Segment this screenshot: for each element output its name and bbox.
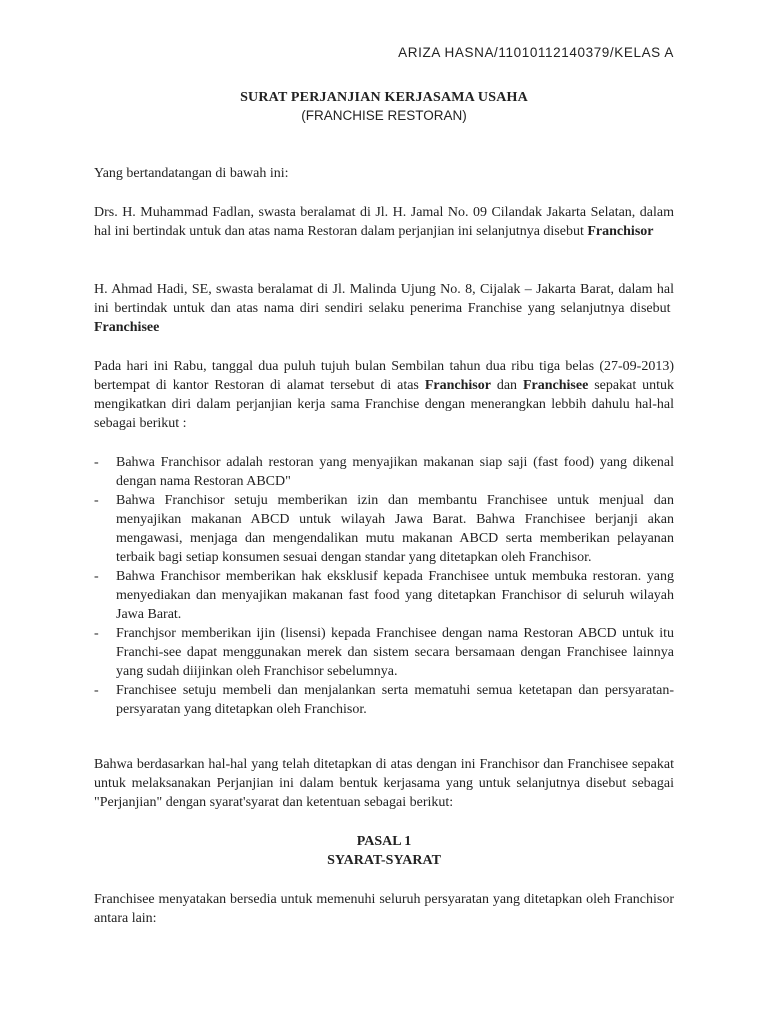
agreement-intro-part1: Pada hari ini Rabu, tanggal dua puluh tujuh bulan Sembilan tahun dua ribu tiga belas (27-09-2013) bertempat di kantor Restoran di alamat tersebut di atas: [94, 359, 674, 393]
intro-paragraph: [94, 164, 674, 183]
bullet-text: Franchjsor memberikan ijin (lisensi) kepada Franchisee dengan nama Restoran ABCD untuk itu Franchi-see dapat menggunakan merek dan sistem secara bersamaan dengan Franchisee lainnya yang sudah diijinkan oleh Franchisor sebelumnya.: [116, 626, 674, 679]
list-item: [94, 681, 674, 719]
party1-text: Drs. H. Muhammad Fadlan, swasta beralamat di Jl. H. Jamal No. 09 Cilandak Jakarta Selatan, dalam hal ini bertindak untuk dan atas nama Restoran dalam perjanjian ini selanjutnya disebut: [94, 205, 674, 239]
pasal-number: PASAL 1: [356, 834, 412, 849]
bullet-marker: -: [94, 455, 99, 470]
bullet-text: Bahwa Franchisor setuju memberikan izin dan membantu Franchisee untuk menjual dan menyajikan makanan ABCD untuk wilayah Jawa Barat. Bahwa Franchisee berjanji akan mengawasi, menjaga dan mengendalikan mutu makanan ABCD serta memberikan pelayanan terbaik bagi setiap konsumen sesuai dengan standar yang ditetapkan oleh Franchisor.: [116, 493, 674, 565]
conclusion-paragraph: [94, 755, 674, 812]
conclusion-text: Bahwa berdasarkan hal-hal yang telah ditetapkan di atas dengan ini Franchisor dan Franchisee sepakat untuk melaksanakan Perjanjian ini dalam bentuk kerjasama yang untuk selanjutnya disebut sebagai "Perjanjian" dengan syarat'syarat dan ketentuan sebagai berikut:: [94, 757, 674, 810]
agreement-intro-paragraph: [94, 357, 674, 433]
party2-paragraph: [94, 280, 674, 337]
list-item: [94, 491, 674, 567]
bullet-marker: -: [94, 569, 99, 584]
document-subtitle-text: (FRANCHISE RESTORAN): [301, 108, 467, 123]
intro-text: Yang bertandatangan di bawah ini:: [94, 166, 289, 181]
list-item: [94, 453, 674, 491]
pasal1-paragraph: [94, 890, 674, 928]
party1-text-wrap: [94, 203, 674, 241]
bullet-list: [94, 453, 674, 719]
party1-paragraph: [94, 203, 674, 241]
bullet-marker: -: [94, 683, 99, 698]
document-subtitle: [0, 106, 768, 125]
party2-text-wrap: [94, 280, 674, 337]
party2-text: H. Ahmad Hadi, SE, swasta beralamat di Jl. Malinda Ujung No. 8, Cijalak – Jakarta Barat, dalam hal ini bertindak untuk dan atas nama diri sendiri selaku penerima Franchise yang selanjutnya disebut: [94, 282, 674, 316]
page-header: ARIZA HASNA/11010112140379/KELAS A: [398, 45, 674, 60]
agreement-intro-wrap: [94, 357, 674, 433]
list-item: [94, 624, 674, 681]
bullet-text: Bahwa Franchisor memberikan hak eksklusif kepada Franchisee untuk membuka restoran. yang menyediakan dan menyajikan makanan fast food yang ditetapkan Franchisor di seluruh wilayah Jawa Barat.: [116, 569, 674, 622]
agreement-intro-and: dan: [496, 378, 518, 393]
agreement-intro-part2: sepakat untuk mengikatkan diri dalam perjanjian kerja sama Franchise dengan menerangkan lebbih dahulu hal-hal sebagai berikut :: [94, 378, 675, 431]
agreement-intro-bold2: Franchisee: [522, 378, 589, 393]
bullet-marker: -: [94, 493, 99, 508]
list-item: [94, 567, 674, 624]
pasal-heading: SYARAT-SYARAT: [327, 853, 441, 868]
document-title: SURAT PERJANJIAN KERJASAMA USAHA: [240, 90, 528, 105]
party1-role: Franchisor: [587, 224, 654, 239]
bullet-marker: -: [94, 626, 99, 641]
bullet-text: Franchisee setuju membeli dan menjalankan serta mematuhi semua ketetapan dan persyaratan-persyaratan yang ditetapkan oleh Franchisor.: [116, 683, 674, 717]
agreement-intro-bold1: Franchisor: [424, 378, 491, 393]
party2-role: Franchisee: [94, 320, 160, 335]
pasal1-text: Franchisee menyatakan bersedia untuk memenuhi seluruh persyaratan yang ditetapkan oleh Franchisor antara lain:: [94, 892, 674, 926]
bullet-text: Bahwa Franchisor adalah restoran yang menyajikan makanan siap saji (fast food) yang dikenal dengan nama Restoran ABCD": [116, 455, 674, 489]
